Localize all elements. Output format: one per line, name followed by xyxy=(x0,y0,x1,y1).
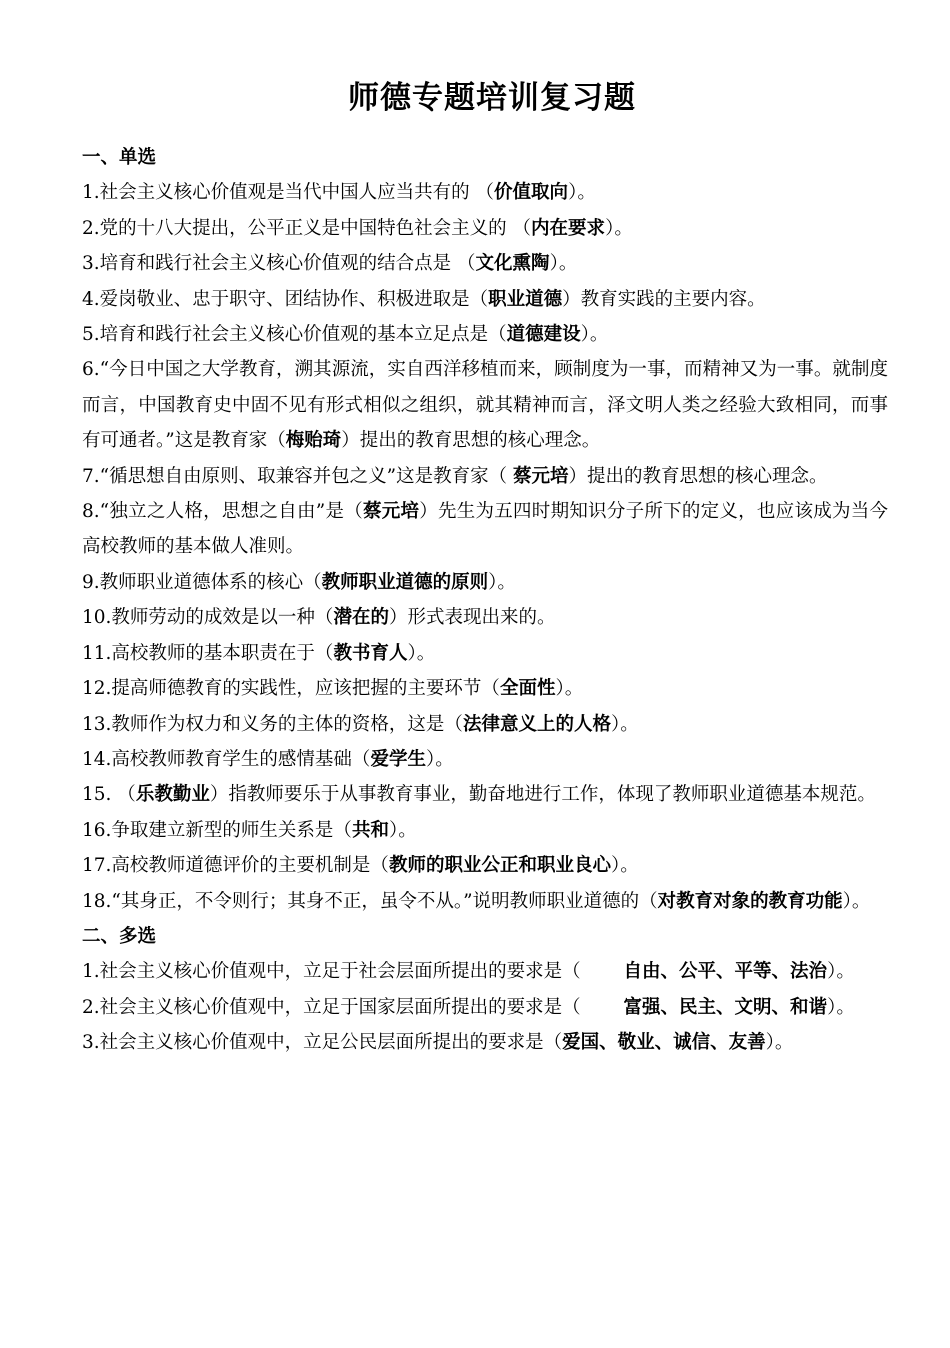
question-item: 15. （乐教勤业）指教师要乐于从事教育事业，勤奋地进行工作，体现了教师职业道德基本规范。 xyxy=(82,784,876,806)
answer-text: 梅贻琦 xyxy=(285,430,342,452)
answer-text: 内在要求 xyxy=(531,217,606,239)
answer-text: 价值取向 xyxy=(494,182,569,204)
section-heading: 二、多选 xyxy=(82,925,157,947)
question-item: 18.“其身正，不令则行；其身不正，虽令不从。”说明教师职业道德的（对教育对象的教育功能）。 xyxy=(82,890,871,912)
question-item: 9.教师职业道德体系的核心（教师职业道德的原则）。 xyxy=(82,571,516,593)
question-item: 1.社会主义核心价值观是当代中国人应当共有的 （价值取向）。 xyxy=(82,182,596,204)
answer-text: 教书育人 xyxy=(333,642,408,664)
answer-text: 蔡元培 xyxy=(512,465,569,487)
question-item: 11.高校教师的基本职责在于（教书育人）。 xyxy=(82,642,436,664)
section-heading: 一、单选 xyxy=(82,147,157,168)
answer-text: 全面性 xyxy=(499,678,556,700)
question-item: 1.社会主义核心价值观中，立足于社会层面所提出的要求是（ 自由、公平、平等、法治）。 xyxy=(82,961,855,983)
answer-text: 富强、民主、文明、和谐 xyxy=(623,996,828,1018)
answer-text: 共和 xyxy=(351,819,389,841)
answer-text: 文化熏陶 xyxy=(475,253,550,275)
question-item: 3.社会主义核心价值观中，立足公民层面所提出的要求是（爱国、敬业、诚信、友善）。 xyxy=(82,1032,794,1054)
answer-text: 乐教勤业 xyxy=(135,784,210,806)
question-item: 17.高校教师道德评价的主要机制是（教师的职业公正和职业良心）。 xyxy=(82,855,639,877)
question-item: 2.社会主义核心价值观中，立足于国家层面所提出的要求是（ 富强、民主、文明、和谐）。 xyxy=(82,996,855,1018)
answer-text: 潜在的 xyxy=(333,607,389,629)
answer-text: 教师的职业公正和职业良心 xyxy=(388,855,611,877)
answer-text: 道德建设 xyxy=(506,324,581,346)
question-item: 3.培育和践行社会主义核心价值观的结合点是 （文化熏陶）。 xyxy=(82,253,578,275)
answer-text: 爱学生 xyxy=(370,748,426,770)
answer-text: 职业道德 xyxy=(488,288,563,310)
answer-text: 教师职业道德的原则 xyxy=(321,571,489,593)
question-item: 13.教师作为权力和义务的主体的资格，这是（法律意义上的人格）。 xyxy=(82,713,639,735)
answer-text: 法律意义上的人格 xyxy=(462,713,611,735)
question-item: 16.争取建立新型的师生关系是（共和）。 xyxy=(82,819,417,841)
answer-text: 蔡元培 xyxy=(362,501,420,523)
document-title: 师德专题培训复习题 xyxy=(348,80,636,116)
question-item: 2.党的十八大提出，公平正义是中国特色社会主义的 （内在要求）。 xyxy=(82,217,633,239)
answer-text: 爱国、敬业、诚信、友善 xyxy=(562,1032,766,1054)
question-item: 10.教师劳动的成效是以一种（潜在的）形式表现出来的。 xyxy=(82,607,556,629)
question-item: 6.“今日中国之大学教育，溯其源流，实自西洋移植而来，顾制度为一事，而精神又为一事。就制度而言，中国教育史中固不见有形式相似之组织，就其精神而言，泽文明人类之经验大致相同，而事有可通者。”这是教育家（梅贻琦）提出的教育思想的核心理念。 xyxy=(82,359,888,452)
question-item: 14.高校教师教育学生的感情基础（爱学生）。 xyxy=(82,748,454,770)
question-item: 8.“独立之人格，思想之自由”是（蔡元培）先生为五四时期知识分子所下的定义，也应该成为当今高校教师的基本做人准则。 xyxy=(82,501,888,558)
answer-text: 对教育对象的教育功能 xyxy=(657,890,843,912)
question-item: 5.培育和践行社会主义核心价值观的基本立足点是（道德建设）。 xyxy=(82,324,609,346)
question-item: 4.爱岗敬业、忠于职守、团结协作、积极进取是（职业道德）教育实践的主要内容。 xyxy=(82,288,766,310)
section-multiple-choice xyxy=(82,919,888,1061)
question-item: 7.“循思想自由原则、取兼容并包之义”这是教育家（ 蔡元培）提出的教育思想的核心理念。 xyxy=(82,465,828,487)
section-single-choice xyxy=(82,140,888,919)
question-item: 12.提高师德教育的实践性，应该把握的主要环节（全面性）。 xyxy=(82,678,584,700)
answer-text: 自由、公平、平等、法治 xyxy=(623,961,828,983)
